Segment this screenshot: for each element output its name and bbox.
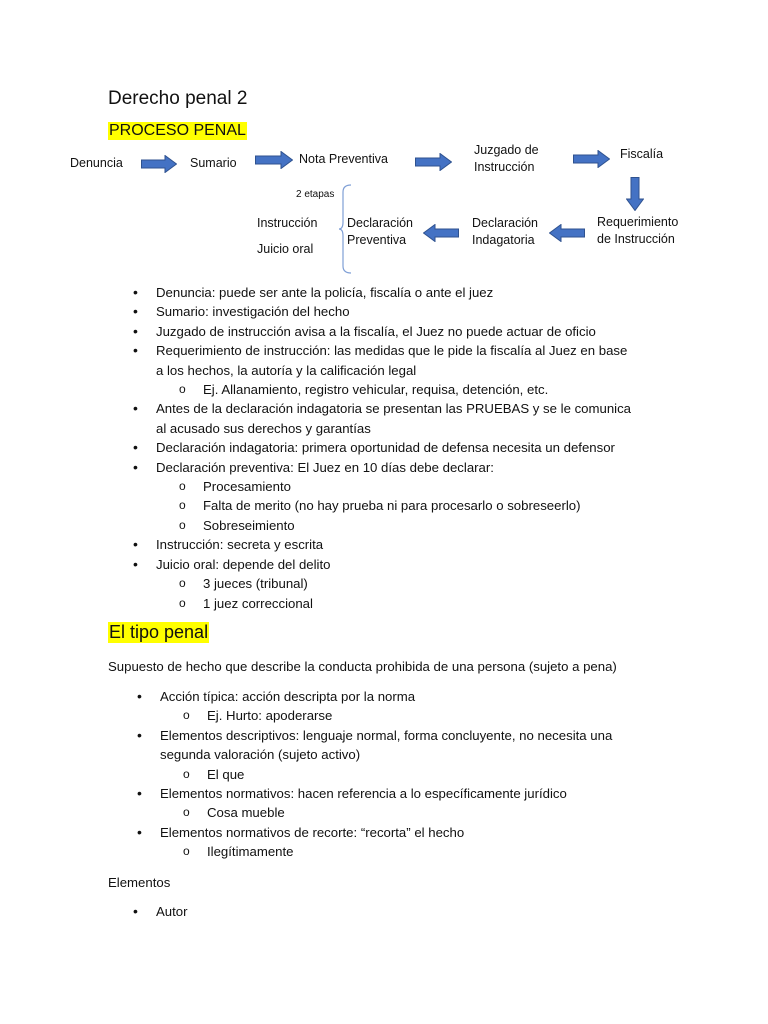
list-item-continuation: a los hechos, la autoría y la calificación legal [156, 362, 417, 378]
supuesto-paragraph: Supuesto de hecho que describe la conducta prohibida de una persona (sujeto a pena) [108, 659, 617, 674]
list-item: • Juicio oral: depende del delito [156, 555, 631, 574]
list-item: • Denuncia: puede ser ante la policía, fiscalía o ante el juez [156, 283, 631, 302]
list-item: • Declaración indagatoria: primera oportunidad de defensa necesita un defensor [156, 438, 631, 457]
arrow-left-icon [423, 224, 459, 242]
flow-node-indagatoria-line2: Indagatoria [472, 233, 535, 247]
list-item: • Autor [156, 902, 188, 921]
sub-list-item: o Ej. Hurto: apoderarse [160, 706, 612, 725]
document-title: Derecho penal 2 [108, 88, 248, 109]
flow-label-instruccion: Instrucción [257, 216, 318, 230]
tipo-penal-list [160, 687, 612, 862]
arrow-right-icon [573, 150, 610, 168]
flow-node-requerimiento-line2: de Instrucción [597, 232, 675, 246]
sub-list-item: o Procesamiento [156, 477, 631, 496]
section-heading-proceso-penal: PROCESO PENAL [109, 122, 246, 139]
list-item-continuation: al acusado sus derechos y garantías [156, 420, 371, 436]
list-item: • Sumario: investigación del hecho [156, 302, 631, 321]
list-item: • Requerimiento de instrucción: las medidas que le pide la fiscalía al Juez en base [156, 341, 631, 360]
proceso-penal-list [156, 283, 631, 613]
arrow-right-icon [415, 153, 452, 171]
list-item: • Juzgado de instrucción avisa a la fiscalía, el Juez no puede actuar de oficio [156, 322, 631, 341]
sub-list-item: o Ej. Allanamiento, registro vehicular, requisa, detención, etc. [156, 380, 631, 399]
flow-node-requerimiento [597, 214, 678, 248]
arrow-left-icon [549, 224, 585, 242]
sub-list-item: o El que [160, 765, 612, 784]
flow-node-juzgado [474, 142, 539, 176]
list-item: • Elementos descriptivos: lenguaje normal, forma concluyente, no necesita una [160, 726, 612, 745]
list-item: • Acción típica: acción descripta por la norma [160, 687, 612, 706]
list-item: • Elementos normativos de recorte: “recorta” el hecho [160, 823, 612, 842]
sub-list-item: o 1 juez correccional [156, 594, 631, 613]
list-item: • Declaración preventiva: El Juez en 10 días debe declarar: [156, 458, 631, 477]
arrow-right-icon [255, 151, 293, 169]
flow-node-nota-preventiva: Nota Preventiva [299, 152, 388, 166]
flow-node-requerimiento-line1: Requerimiento [597, 215, 679, 229]
flow-node-preventiva [347, 215, 413, 249]
flow-node-preventiva-line1: Declaración [347, 216, 414, 230]
flow-label-juicio-oral: Juicio oral [257, 242, 314, 256]
elementos-list [156, 902, 188, 921]
flow-node-juzgado-line1: Juzgado de [474, 143, 539, 157]
flow-node-juzgado-line2: Instrucción [474, 160, 535, 174]
section-heading-tipo-penal: El tipo penal [109, 622, 209, 642]
list-item: • Instrucción: secreta y escrita [156, 535, 631, 554]
flow-node-indagatoria [472, 215, 538, 249]
flow-label-etapas: 2 etapas [296, 189, 335, 200]
flow-node-preventiva-line2: Preventiva [347, 233, 407, 247]
sub-list-item: o Sobreseimiento [156, 516, 631, 535]
list-item: • Antes de la declaración indagatoria se presentan las PRUEBAS y se le comunica [156, 399, 631, 418]
arrow-right-icon [141, 155, 177, 173]
sub-list-item: o 3 jueces (tribunal) [156, 574, 631, 593]
flow-node-denuncia: Denuncia [70, 156, 123, 170]
sub-list-item: o Falta de merito (no hay prueba ni para procesarlo o sobreseerlo) [156, 496, 631, 515]
list-item-continuation: segunda valoración (sujeto activo) [160, 747, 361, 763]
flow-node-indagatoria-line1: Declaración [472, 216, 539, 230]
list-item: • Elementos normativos: hacen referencia a lo específicamente jurídico [160, 784, 612, 803]
brace-bracket [338, 184, 352, 274]
flow-node-sumario: Sumario [190, 156, 237, 170]
elementos-paragraph: Elementos [108, 875, 171, 890]
sub-list-item: o Ilegítimamente [160, 842, 612, 861]
sub-list-item: o Cosa mueble [160, 803, 612, 822]
arrow-down-icon [626, 177, 644, 211]
flow-node-fiscalia: Fiscalía [620, 147, 664, 161]
